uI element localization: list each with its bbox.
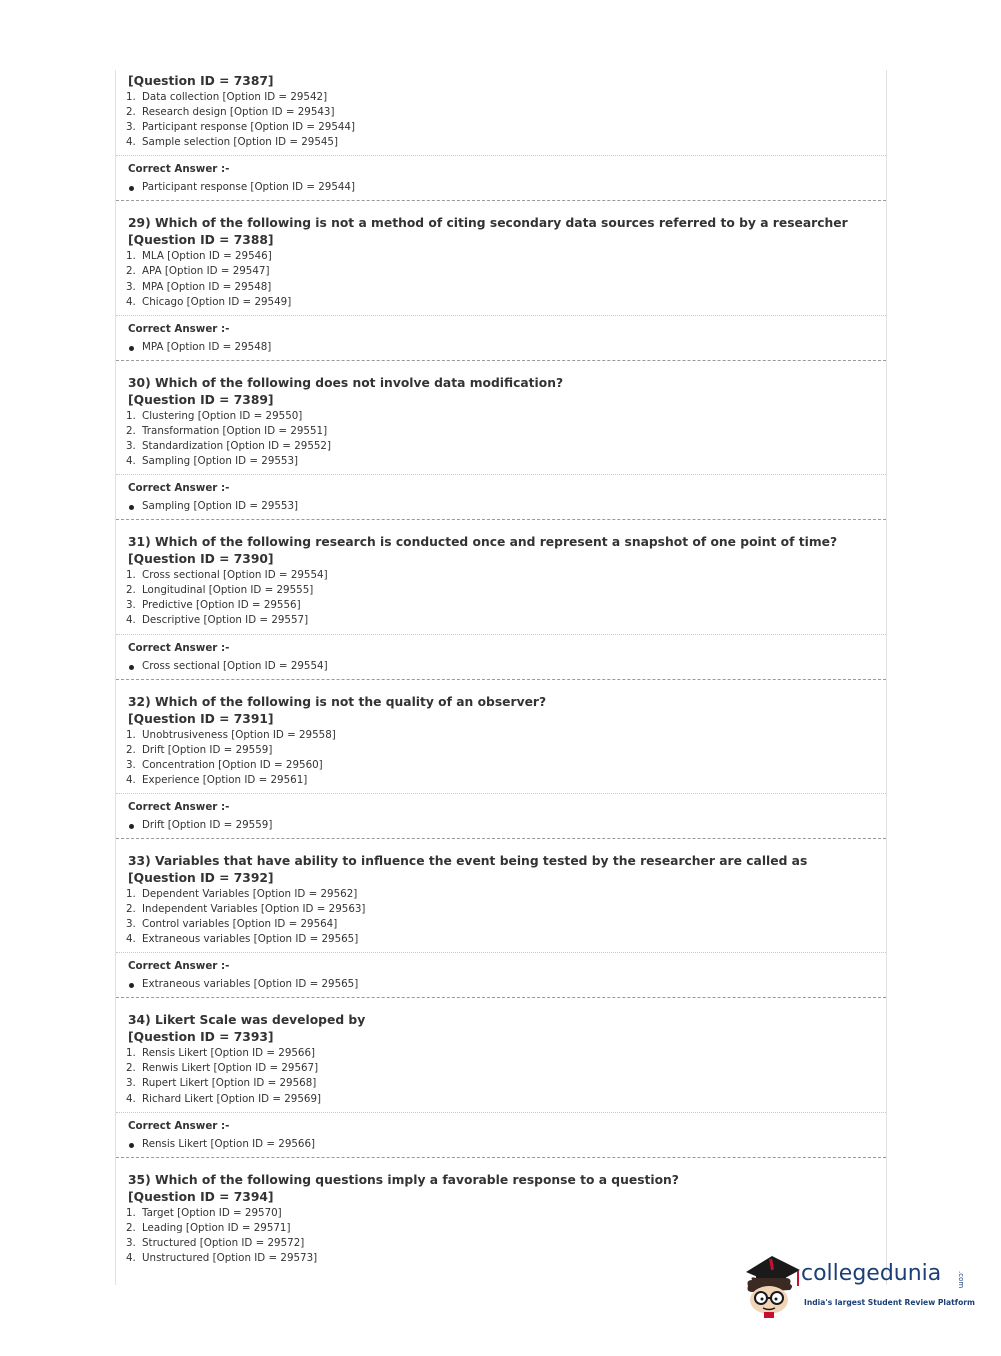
- correct-answer: Sampling [Option ID = 29553]: [116, 495, 886, 519]
- correct-answer-label: Correct Answer :-: [128, 163, 230, 176]
- correct-answer: Cross sectional [Option ID = 29554]: [116, 655, 886, 679]
- correct-answer-label: Correct Answer :-: [128, 960, 230, 973]
- mascot-icon: [742, 1250, 802, 1320]
- option-item: 3. Control variables [Option ID = 29564]: [126, 918, 338, 931]
- question-block: [116, 361, 886, 520]
- question-id: [Question ID = 7394]: [128, 1189, 274, 1204]
- bullet-icon: [129, 186, 134, 191]
- brand-name: collegedunia: [801, 1261, 942, 1286]
- option-item: 2. Longitudinal [Option ID = 29555]: [126, 584, 314, 597]
- option-item: 3. Standardization [Option ID = 29552]: [126, 439, 331, 452]
- option-item: 2. Independent Variables [Option ID = 29563]: [126, 902, 366, 915]
- question-text: 31) Which of the following research is conducted once and represent a snapshot of one point of time?: [128, 535, 838, 550]
- option-item: 2. APA [Option ID = 29547]: [126, 265, 270, 278]
- option-list: [116, 887, 886, 952]
- question-id: [Question ID = 7387]: [128, 74, 274, 88]
- question-block: [116, 998, 886, 1157]
- option-item: 1. Data collection [Option ID = 29542]: [126, 91, 328, 103]
- option-list: [116, 409, 886, 474]
- collegedunia-logo: [742, 1250, 975, 1320]
- option-item: 1. Rensis Likert [Option ID = 29566]: [126, 1047, 316, 1060]
- option-item: 2. Transformation [Option ID = 29551]: [126, 424, 328, 437]
- correct-answer-label: Correct Answer :-: [128, 641, 230, 654]
- option-item: 3. MPA [Option ID = 29548]: [126, 280, 272, 293]
- option-item: 2. Research design [Option ID = 29543]: [126, 106, 335, 119]
- option-list: [116, 568, 886, 633]
- option-list: [116, 1046, 886, 1111]
- option-item: 3. Rupert Likert [Option ID = 29568]: [126, 1077, 317, 1090]
- correct-answer: Rensis Likert [Option ID = 29566]: [116, 1133, 886, 1157]
- correct-answer-label: Correct Answer :-: [128, 322, 230, 335]
- question-text: 29) Which of the following is not a method of citing secondary data sources referred to by a researcher: [128, 216, 848, 231]
- bullet-icon: [129, 505, 134, 510]
- question-text: 35) Which of the following questions imply a favorable response to a question?: [128, 1172, 679, 1187]
- question-id: [Question ID = 7391]: [128, 711, 274, 726]
- question-text: 34) Likert Scale was developed by: [128, 1013, 366, 1028]
- bullet-icon: [129, 983, 134, 988]
- option-item: 2. Renwis Likert [Option ID = 29567]: [126, 1062, 319, 1075]
- question-id: [Question ID = 7393]: [128, 1030, 274, 1045]
- option-item: 1. Unobtrusiveness [Option ID = 29558]: [126, 728, 336, 741]
- option-item: 4. Sample selection [Option ID = 29545]: [126, 136, 339, 149]
- option-item: 4. Descriptive [Option ID = 29557]: [126, 614, 309, 627]
- question-block: [116, 520, 886, 679]
- bullet-icon: [129, 1143, 134, 1148]
- question-block: [116, 201, 886, 360]
- option-item: 4. Experience [Option ID = 29561]: [126, 773, 308, 786]
- option-item: 4. Unstructured [Option ID = 29573]: [126, 1251, 318, 1264]
- option-list: [116, 249, 886, 314]
- bullet-icon: [129, 824, 134, 829]
- option-item: 1. MLA [Option ID = 29546]: [126, 250, 272, 263]
- option-item: 4. Chicago [Option ID = 29549]: [126, 295, 292, 308]
- option-item: 3. Structured [Option ID = 29572]: [126, 1236, 305, 1249]
- option-item: 1. Clustering [Option ID = 29550]: [126, 409, 303, 422]
- brand-tagline: India's largest Student Review Platform: [804, 1298, 975, 1307]
- option-item: 1. Cross sectional [Option ID = 29554]: [126, 569, 328, 582]
- correct-answer-label: Correct Answer :-: [128, 482, 230, 495]
- option-item: 2. Leading [Option ID = 29571]: [126, 1221, 291, 1234]
- option-item: 4. Richard Likert [Option ID = 29569]: [126, 1092, 322, 1105]
- question-block: [116, 680, 886, 839]
- option-item: 1. Dependent Variables [Option ID = 29562]: [126, 887, 358, 900]
- correct-answer: Participant response [Option ID = 29544]: [116, 176, 886, 200]
- option-item: 3. Predictive [Option ID = 29556]: [126, 599, 301, 612]
- option-item: 1. Target [Option ID = 29570]: [126, 1206, 282, 1219]
- question-paper: [115, 70, 887, 1285]
- question-id: [Question ID = 7389]: [128, 392, 274, 407]
- question-id: [Question ID = 7392]: [128, 870, 274, 885]
- question-block: [116, 839, 886, 998]
- correct-answer: Extraneous variables [Option ID = 29565]: [116, 973, 886, 997]
- option-item: 4. Extraneous variables [Option ID = 29565]: [126, 933, 359, 946]
- brand-suffix: .com: [957, 1271, 965, 1289]
- bullet-icon: [129, 665, 134, 670]
- option-item: 2. Drift [Option ID = 29559]: [126, 743, 273, 756]
- correct-answer-label: Correct Answer :-: [128, 800, 230, 813]
- option-list: [116, 728, 886, 793]
- option-item: 4. Sampling [Option ID = 29553]: [126, 455, 299, 468]
- question-id: [Question ID = 7390]: [128, 552, 274, 567]
- question-text: 33) Variables that have ability to influence the event being tested by the researcher are called as: [128, 853, 808, 868]
- question-id: [Question ID = 7388]: [128, 233, 274, 248]
- correct-answer-label: Correct Answer :-: [128, 1119, 230, 1132]
- question-block: [116, 70, 886, 201]
- question-text: 32) Which of the following is not the quality of an observer?: [128, 694, 547, 709]
- bullet-icon: [129, 346, 134, 351]
- correct-answer: Drift [Option ID = 29559]: [116, 814, 886, 838]
- option-item: 3. Concentration [Option ID = 29560]: [126, 758, 323, 771]
- correct-answer: MPA [Option ID = 29548]: [116, 336, 886, 360]
- option-list: [116, 90, 886, 155]
- option-item: 3. Participant response [Option ID = 29544]: [126, 121, 356, 134]
- question-text: 30) Which of the following does not involve data modification?: [128, 375, 564, 390]
